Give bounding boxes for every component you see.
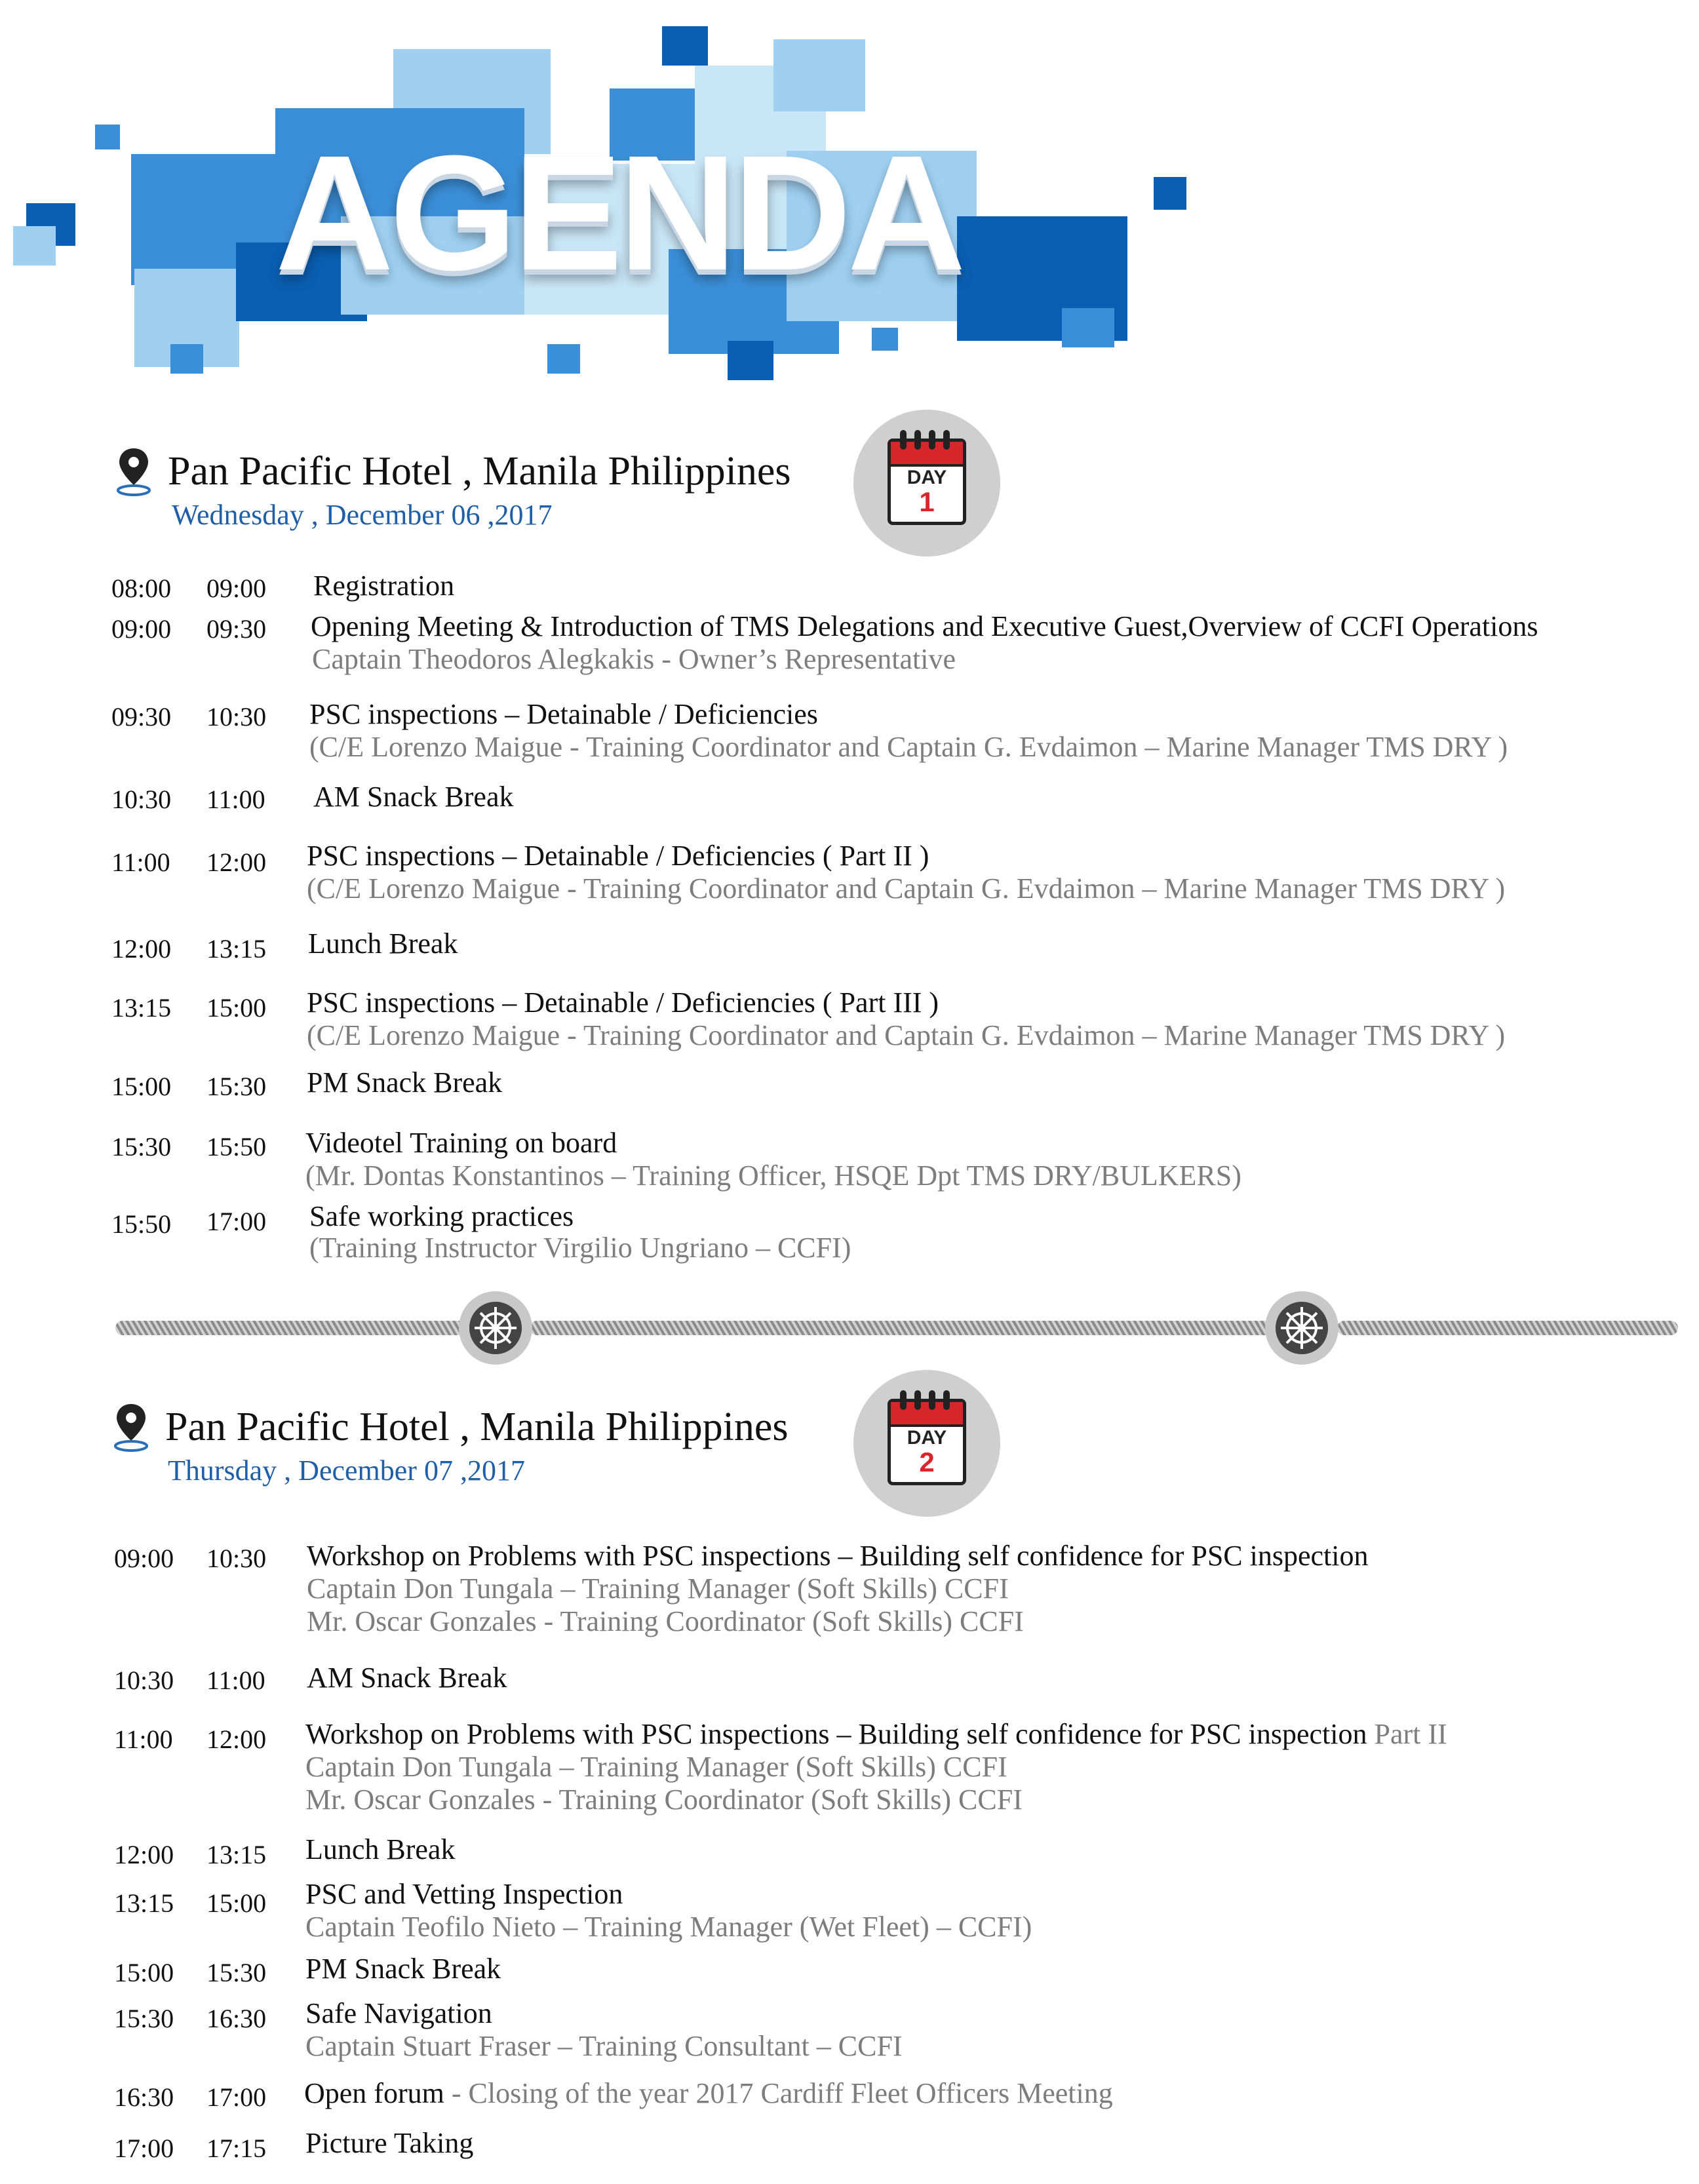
item-title-suffix: - Closing of the year 2017 Cardiff Fleet Officers Meeting — [444, 2077, 1113, 2109]
item-title-main: Open forum — [304, 2077, 444, 2109]
item-start-time: 15:50 — [111, 1209, 172, 1239]
item-speaker: Mr. Oscar Gonzales - Training Coordinator (Soft Skills) CCFI — [305, 1784, 1023, 1816]
item-end-time: 17:15 — [206, 2134, 267, 2163]
item-start-time: 15:00 — [114, 1958, 174, 1987]
item-speaker: (Mr. Dontas Konstantinos – Training Officer, HSQE Dpt TMS DRY/BULKERS) — [305, 1160, 1241, 1192]
rope-divider — [1337, 1321, 1678, 1335]
item-start-time: 13:15 — [114, 1888, 174, 1918]
item-end-time: 17:00 — [206, 2082, 267, 2112]
item-title: Registration — [313, 570, 455, 602]
item-speaker: Captain Don Tungala – Training Manager (Soft Skills) CCFI — [307, 1572, 1009, 1605]
item-title: PM Snack Break — [307, 1066, 503, 1099]
item-title: PM Snack Break — [305, 1953, 501, 1985]
day1-badge — [853, 410, 1000, 556]
item-title: Safe Navigation — [305, 1997, 492, 2029]
item-title: Safe working practices — [309, 1200, 574, 1232]
item-end-time: 12:00 — [206, 1725, 267, 1754]
location-pin-icon — [115, 446, 152, 497]
item-start-time: 11:00 — [114, 1725, 173, 1754]
item-end-time: 15:50 — [206, 1132, 267, 1161]
agenda-banner — [0, 0, 1245, 406]
item-speaker: Captain Teofilo Nieto – Training Manager (Wet Fleet) – CCFI) — [305, 1911, 1032, 1943]
item-speaker: Mr. Oscar Gonzales - Training Coordinator (Soft Skills) CCFI — [307, 1605, 1024, 1637]
item-title: PSC and Vetting Inspection — [305, 1878, 623, 1910]
item-start-time: 08:00 — [111, 574, 172, 603]
item-title: PSC inspections – Detainable / Deficiencies ( Part III ) — [307, 986, 939, 1019]
item-speaker: Captain Theodoros Alegkakis - Owner’s Representative — [312, 643, 956, 675]
rope-divider — [530, 1321, 1277, 1335]
item-end-time: 15:00 — [206, 993, 267, 1023]
item-title: PSC inspections – Detainable / Deficiencies ( Part II ) — [307, 840, 929, 872]
calendar-icon — [888, 1399, 966, 1485]
item-end-time: 09:30 — [206, 614, 267, 644]
item-end-time: 10:30 — [206, 1544, 267, 1573]
day2-badge-label: DAY — [907, 1427, 947, 1449]
item-speaker: (C/E Lorenzo Maigue - Training Coordinator and Captain G. Evdaimon – Marine Manager TMS DRY ) — [307, 1019, 1506, 1051]
item-start-time: 15:30 — [114, 2004, 174, 2033]
item-title — [304, 2077, 1113, 2110]
item-speaker: (Training Instructor Virgilio Ungriano – CCFI) — [309, 1232, 851, 1264]
item-end-time: 17:00 — [206, 1207, 267, 1236]
item-end-time: 11:00 — [206, 785, 265, 814]
item-end-time: 15:30 — [206, 1072, 267, 1101]
item-title: Workshop on Problems with PSC inspections – Building self confidence for PSC inspection — [307, 1540, 1369, 1572]
location-pin-icon — [113, 1401, 149, 1453]
day2-badge — [853, 1370, 1000, 1517]
item-title: Picture Taking — [305, 2127, 474, 2159]
item-end-time: 11:00 — [206, 1666, 265, 1695]
item-end-time: 13:15 — [206, 1840, 267, 1869]
ship-wheel-icon — [1265, 1291, 1338, 1365]
item-title: PSC inspections – Detainable / Deficiencies — [309, 698, 818, 730]
item-start-time: 12:00 — [111, 934, 172, 964]
item-end-time: 10:30 — [206, 702, 267, 731]
item-start-time: 09:00 — [114, 1544, 174, 1573]
item-title: Lunch Break — [308, 927, 458, 960]
ship-wheel-icon — [459, 1291, 532, 1365]
day2-date: Thursday , December 07 ,2017 — [168, 1454, 525, 1487]
item-title: AM Snack Break — [313, 781, 514, 813]
agenda-title: AGENDA — [275, 121, 962, 304]
item-start-time: 16:30 — [114, 2082, 174, 2112]
day1-badge-label: DAY — [907, 467, 947, 488]
calendar-icon — [888, 439, 966, 525]
day2-badge-number: 2 — [919, 1447, 935, 1477]
item-title: AM Snack Break — [307, 1662, 507, 1694]
rope-divider — [115, 1321, 467, 1335]
item-start-time: 17:00 — [114, 2134, 174, 2163]
item-end-time: 12:00 — [206, 848, 267, 877]
item-end-time: 16:30 — [206, 2004, 267, 2033]
item-start-time: 10:30 — [114, 1666, 174, 1695]
item-speaker: Captain Don Tungala – Training Manager (Soft Skills) CCFI — [305, 1751, 1007, 1783]
item-end-time: 15:30 — [206, 1958, 267, 1987]
day2-venue: Pan Pacific Hotel , Manila Philippines — [165, 1405, 789, 1449]
item-start-time: 12:00 — [114, 1840, 174, 1869]
item-end-time: 15:00 — [206, 1888, 267, 1918]
item-start-time: 13:15 — [111, 993, 172, 1023]
item-start-time: 09:30 — [111, 702, 172, 731]
item-speaker: (C/E Lorenzo Maigue - Training Coordinator and Captain G. Evdaimon – Marine Manager TMS DRY ) — [309, 731, 1508, 763]
day1-date: Wednesday , December 06 ,2017 — [172, 499, 553, 531]
item-start-time: 11:00 — [111, 848, 170, 877]
item-start-time: 09:00 — [111, 614, 172, 644]
item-start-time: 10:30 — [111, 785, 172, 814]
item-speaker: Captain Stuart Fraser – Training Consultant – CCFI — [305, 2030, 903, 2062]
item-start-time: 15:00 — [111, 1072, 172, 1101]
item-end-time: 09:00 — [206, 574, 267, 603]
item-title: Videotel Training on board — [305, 1127, 617, 1159]
day1-venue: Pan Pacific Hotel , Manila Philippines — [168, 449, 791, 494]
item-speaker: (C/E Lorenzo Maigue - Training Coordinator and Captain G. Evdaimon – Marine Manager TMS DRY ) — [307, 872, 1506, 905]
day1-badge-number: 1 — [919, 486, 935, 517]
item-title — [305, 1717, 1447, 1751]
item-title-suffix: Part II — [1367, 1718, 1447, 1750]
item-start-time: 15:30 — [111, 1132, 172, 1161]
item-title: Lunch Break — [305, 1833, 456, 1865]
item-title-main: Workshop on Problems with PSC inspections – Building self confidence for PSC inspection — [305, 1718, 1367, 1750]
item-title: Opening Meeting & Introduction of TMS Delegations and Executive Guest,Overview of CCFI Operations — [311, 610, 1538, 642]
item-end-time: 13:15 — [206, 934, 267, 964]
